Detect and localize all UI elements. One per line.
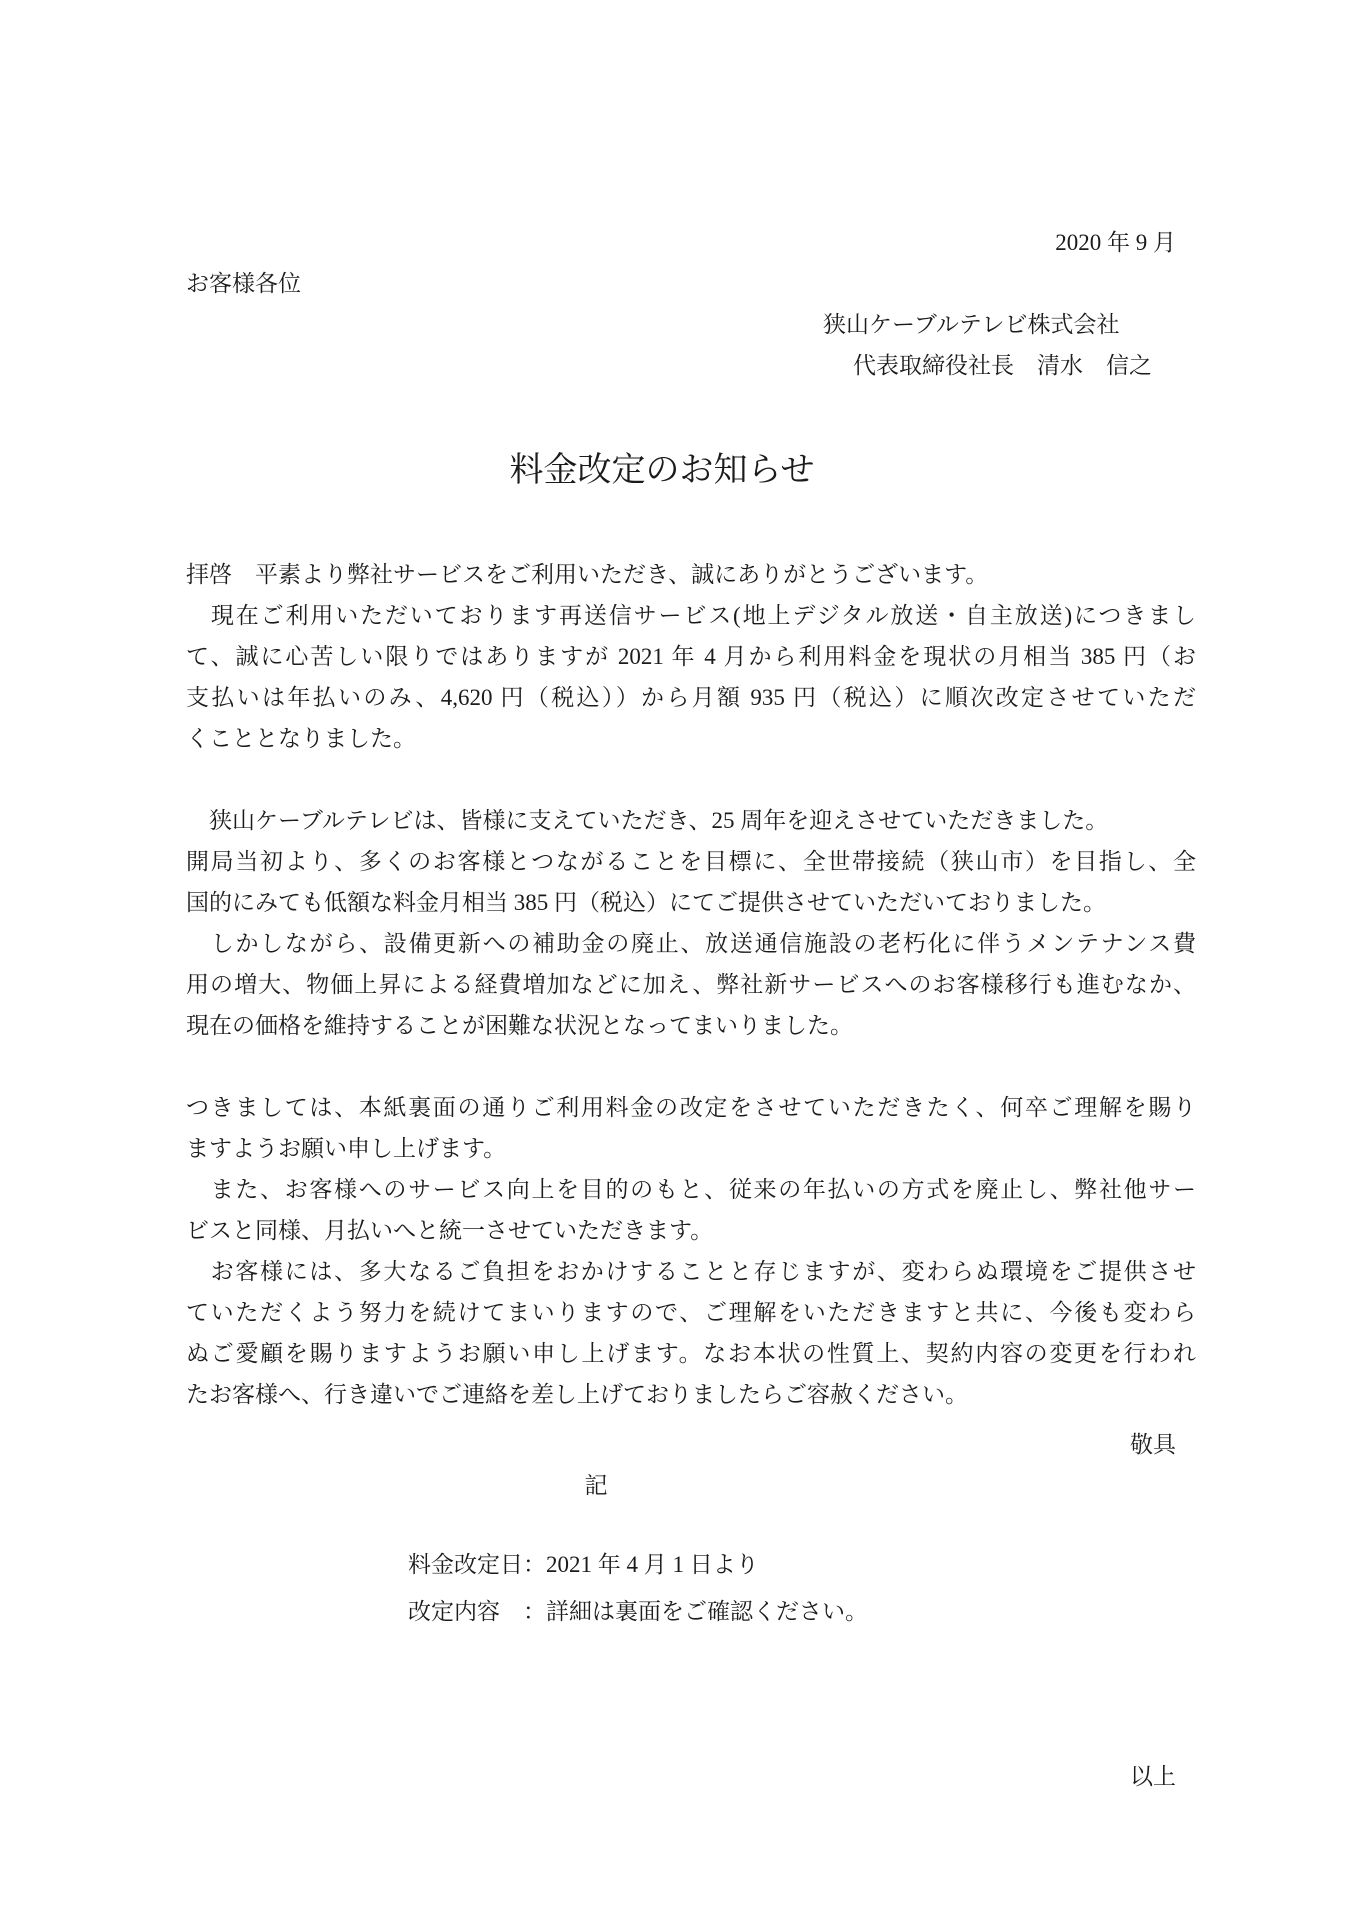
letter-date: 2020 年 9 月 xyxy=(1055,230,1176,255)
body-line: 狭山ケーブルテレビは、皆様に支えていただき、25 周年を迎えさせていただきました。 xyxy=(186,808,1109,833)
end-marker-ijou: 以上 xyxy=(1130,1764,1176,1789)
body-line: 現在の価格を維持することが困難な状況となってまいりました。 xyxy=(186,1013,853,1038)
body-line: ぬご愛顧を賜りますようお願い申し上げます。なお本状の性質上、契約内容の変更を行われ xyxy=(186,1341,1196,1366)
body-line: 国的にみても低額な料金月相当 385 円（税込）にてご提供させていただいておりました。 xyxy=(186,890,1106,915)
body-line: たお客様へ、行き違いでご連絡を差し上げておりましたらご容赦ください。 xyxy=(186,1382,968,1407)
letter-title: 料金改定のお知らせ xyxy=(509,452,815,489)
body-line: お客様には、多大なるご負担をおかけすることと存じますが、変わらぬ環境をご提供させ xyxy=(186,1259,1196,1284)
body-line: つきましては、本紙裏面の通りご利用料金の改定をさせていただきたく、何卒ご理解を賜り xyxy=(186,1095,1196,1120)
body-line: て、誠に心苦しい限りではありますが 2021 年 4 月から利用料金を現状の月相当 385 円（お xyxy=(186,644,1196,669)
body-line: ビスと同様、月払いへと統一させていただきます。 xyxy=(186,1218,714,1243)
body-line: 用の増大、物価上昇による経費増加などに加え、弊社新サービスへのお客様移行も進むなか、 xyxy=(186,972,1196,997)
body-line: 拝啓 平素より弊社サービスをご利用いただき、誠にありがとうございます。 xyxy=(186,562,989,587)
body-line: しかしながら、設備更新への補助金の廃止、放送通信施設の老朽化に伴うメンテナンス費 xyxy=(186,931,1196,956)
notes-block xyxy=(186,1541,1196,1635)
body-line: 支払いは年払いのみ、4,620 円（税込））から月額 935 円（税込）に順次改定させていただ xyxy=(186,685,1196,710)
body-line: 現在ご利用いただいております再送信サービス(地上デジタル放送・自主放送)につきまし xyxy=(186,603,1196,628)
body-line: くこととなりました。 xyxy=(186,726,416,751)
paragraph-request xyxy=(186,1087,1196,1415)
body-line: また、お客様へのサービス向上を目的のもと、従来の年払いの方式を廃止し、弊社他サー xyxy=(186,1177,1196,1202)
sender-company: 狭山ケーブルテレビ株式会社 xyxy=(823,312,1120,337)
paragraph-background xyxy=(186,800,1196,1046)
body-line: ていただくよう努力を続けてまいりますので、ご理解をいただきますと共に、今後も変わら xyxy=(186,1300,1196,1325)
paragraph-opening xyxy=(186,554,1196,759)
closing-keigu: 敬具 xyxy=(1130,1432,1176,1457)
note-revision-detail: 改定内容 ：詳細は裏面をご確認ください。 xyxy=(408,1599,868,1624)
body-line: 開局当初より、多くのお客様とつながることを目標に、全世帯接続（狭山市）を目指し、全 xyxy=(186,849,1196,874)
letter-content xyxy=(186,222,1196,1797)
note-revision-date: 料金改定日：2021 年 4 月 1 日より xyxy=(408,1552,759,1577)
recipient: お客様各位 xyxy=(186,271,301,296)
notes-marker-ki: 記 xyxy=(584,1473,608,1498)
sender-representative: 代表取締役社長 清水 信之 xyxy=(853,353,1152,378)
body-line: ますようお願い申し上げます。 xyxy=(186,1136,507,1161)
